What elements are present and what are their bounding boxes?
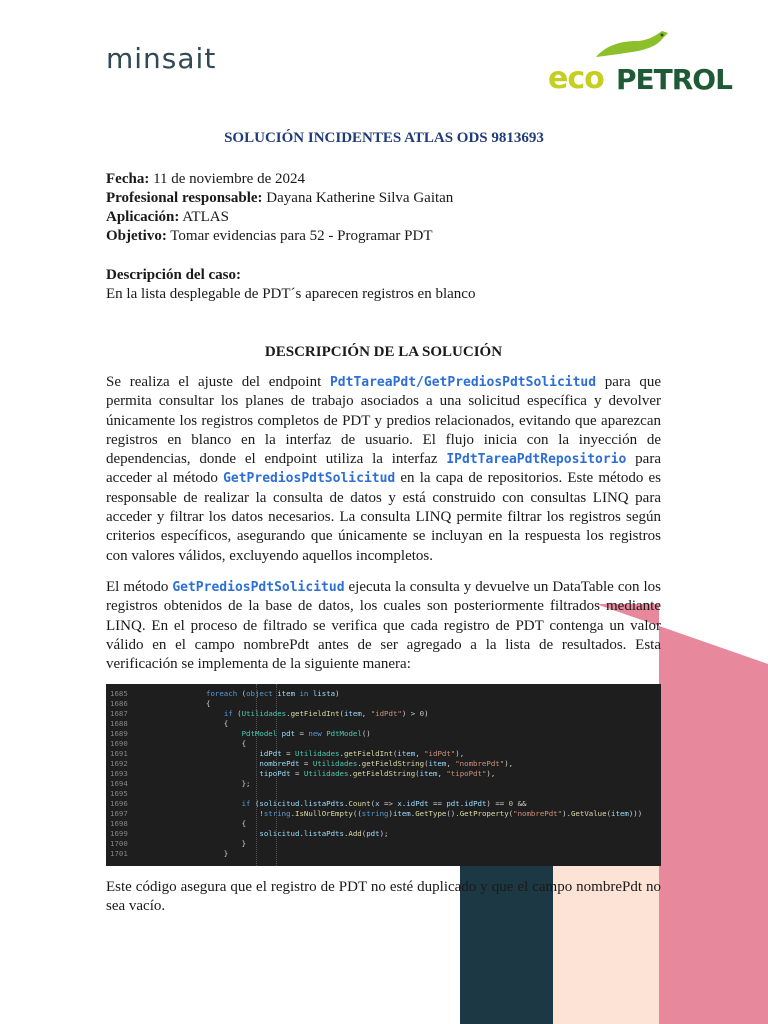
p1-interface-code: IPdtTareaPdtRepositorio [446, 452, 627, 468]
code-text: tipoPdt = Utilidades.getFieldString(item, "tipoPdt"), [259, 769, 496, 778]
document-title: SOLUCIÓN INCIDENTES ATLAS ODS 9813693 [224, 130, 544, 146]
line-number: 1689 [110, 729, 128, 738]
p1-method-code: GetPrediosPdtSolicitud [223, 471, 396, 487]
code-text: { [206, 819, 247, 828]
code-line [106, 789, 661, 798]
code-line [106, 749, 661, 758]
line-number: 1696 [110, 799, 128, 808]
p1-text-d: en la capa de repositorios. Este método es responsable de realizar la consulta de datos y está construido con consultas LINQ para acceder y filtrar los datos necesarios. La consulta LINQ permite filtrar los registros según criterios específicos, asegurando que únicamente se incluyan en la respuesta los registros con valores válidos, excluyendo aquellos incompletos. [106, 470, 661, 564]
solucion-paragraph-1 [106, 373, 661, 566]
code-line [106, 819, 661, 828]
line-number: 1698 [110, 819, 128, 828]
code-line [106, 739, 661, 748]
peach-shape [553, 850, 659, 1024]
code-line [106, 799, 661, 808]
caso-label: Descripción del caso: [106, 267, 241, 283]
code-text: { [206, 739, 247, 748]
code-line [106, 709, 661, 718]
line-number: 1691 [110, 749, 128, 758]
code-text: if (Utilidades.getFieldInt(item, "idPdt") > 0) [223, 709, 429, 718]
solucion-paragraph-3: Este código asegura que el registro de PDT no esté duplicado y que el campo nombrePdt no sea vacío. [106, 879, 661, 915]
code-text: { [206, 719, 229, 728]
ecopetrol-logo-petrol: PETROL [616, 63, 732, 96]
navy-shape [460, 850, 553, 1024]
p1-endpoint-code: PdtTareaPdt/GetPrediosPdtSolicitud [329, 375, 597, 390]
line-number: 1685 [110, 689, 128, 698]
code-text: PdtModel pdt = new PdtModel() [241, 729, 371, 738]
aplicacion-line [106, 208, 229, 227]
code-text: solicitud.listaPdts.Add(pdt); [259, 829, 389, 838]
p1-text-a: Se realiza el ajuste del endpoint [106, 374, 330, 390]
line-number: 1688 [110, 719, 128, 728]
iguana-icon [592, 27, 672, 61]
aplicacion-label: Aplicación: [106, 209, 180, 225]
line-number: 1697 [110, 809, 128, 818]
code-line [106, 839, 661, 848]
ecopetrol-logo [548, 55, 738, 95]
code-text: foreach (object item in lista) [206, 689, 340, 698]
p1-text-c: para acceder al método [106, 451, 661, 487]
code-text: }; [206, 779, 251, 788]
caso-text: En la lista desplegable de PDT´s aparecen registros en blanco [106, 286, 476, 302]
code-line [106, 769, 661, 778]
code-text: } [206, 849, 229, 858]
aplicacion-value: ATLAS [179, 209, 229, 225]
objetivo-value: Tomar evidencias para 52 - Programar PDT [166, 228, 433, 244]
line-number: 1700 [110, 839, 128, 848]
line-number: 1686 [110, 699, 128, 708]
code-line [106, 829, 661, 838]
code-text: nombrePdt = Utilidades.getFieldString(item, "nombrePdt"), [259, 759, 514, 768]
profesional-label: Profesional responsable: [106, 190, 263, 206]
code-line [106, 849, 661, 858]
code-line [106, 759, 661, 768]
fecha-label: Fecha: [106, 171, 150, 187]
line-number: 1694 [110, 779, 128, 788]
profesional-value: Dayana Katherine Silva Gaitan [262, 190, 454, 206]
code-text: } [206, 839, 247, 848]
p2-method-code: GetPrediosPdtSolicitud [172, 580, 345, 595]
solucion-title: DESCRIPCIÓN DE LA SOLUCIÓN [264, 344, 503, 360]
code-line [106, 699, 661, 708]
line-number: 1695 [110, 789, 128, 798]
minsait-logo: minsait [106, 42, 217, 75]
line-number: 1687 [110, 709, 128, 718]
p2-text-b: ejecuta la consulta y devuelve un DataTable con los registros obtenidos de la base de datos, los cuales son posteriormente filtrados mediante LINQ. En el proceso de filtrado se verifica que cada registro de PDT contenga un valor válido en el campo nombrePdt antes de ser agregado a la lista de resultados. Esta verificación se implementa de la siguiente manera: [106, 579, 661, 673]
line-number: 1690 [110, 739, 128, 748]
line-number: 1699 [110, 829, 128, 838]
line-number: 1693 [110, 769, 128, 778]
code-text: if (solicitud.listaPdts.Count(x => x.idPdt == pdt.idPdt) == 0 && [241, 799, 527, 808]
code-screenshot [106, 684, 661, 866]
code-text: { [206, 699, 211, 708]
line-number: 1692 [110, 759, 128, 768]
code-line [106, 689, 661, 698]
solucion-paragraph-2 [106, 578, 661, 674]
caso-label-line [106, 266, 241, 285]
p1-text-b: para que permita consultar los planes de trabajo asociados a una solicitud específica y devolver únicamente los registros completos de PDT y predios relacionados, evitando que aparezcan registros en blanco en la interfaz de usuario. El flujo inicia con la inyección de dependencias, donde el endpoint utiliza la interfaz [106, 374, 662, 468]
fecha-line [106, 170, 305, 189]
code-text: !string.IsNullOrEmpty((string)item.GetType().GetProperty("nombrePdt").GetValue(item))) [206, 809, 643, 818]
profesional-line [106, 189, 453, 208]
ecopetrol-logo-eco: eco [548, 61, 604, 96]
objetivo-line [106, 227, 433, 246]
code-line [106, 809, 661, 818]
line-number: 1701 [110, 849, 128, 858]
objetivo-label: Objetivo: [106, 228, 167, 244]
fecha-value: 11 de noviembre de 2024 [149, 171, 305, 187]
code-line [106, 719, 661, 728]
code-line [106, 779, 661, 788]
code-text: idPdt = Utilidades.getFieldInt(item, "idPdt"), [259, 749, 465, 758]
p2-text-a: El método [106, 579, 173, 595]
code-line [106, 729, 661, 738]
